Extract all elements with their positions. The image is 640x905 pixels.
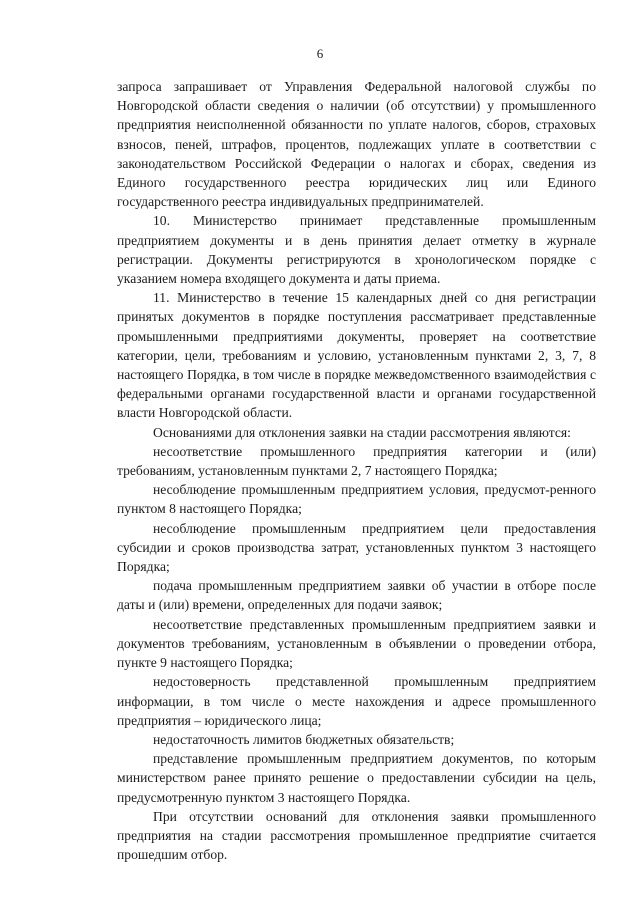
- paragraph-ground-budget-limits: недостаточность лимитов бюджетных обязательств;: [153, 731, 455, 747]
- paragraph-ground-late-submission: подача промышленным предприятием заявки об участии в отборе после даты и (или) времени, определенных для подачи заявок;: [117, 578, 596, 613]
- paragraph-rejection-grounds-intro: Основаниями для отклонения заявки на стадии рассмотрения являются:: [153, 424, 571, 440]
- paragraph-ground-category: несоответствие промышленного предприятия категории и (или) требованиям, установленным пунктами 2, 7 настоящего Порядка;: [117, 443, 596, 479]
- paragraph-ground-prior-decision: представление промышленным предприятием документов, по которым министерством ранее принято решение о предоставлении субсидии на цель, предусмотренную пунктом 3 настоящего Порядка.: [117, 751, 596, 805]
- paragraph-ground-condition: несоблюдение промышленным предприятием условия, предусмот-ренного пунктом 8 настоящего Порядка;: [117, 482, 596, 517]
- document-body: [117, 77, 596, 864]
- paragraph-continuation: запроса запрашивает от Управления Федеральной налоговой службы по Новгородской области сведения о наличии (об отсутствии) у промышленного предприятия неисполненной обязанности по уплате налогов, сборов, страховых взносов, пеней, штрафов, процентов, подлежащих уплате в соответствии с законодательством Российской Федерации о налогах и сборах, сведения из Единого государственного реестра юридических лиц или Единого государственного реестра индивидуальных предпринимателей.: [117, 79, 596, 210]
- paragraph-ground-false-information: недостоверность представленной промышленным предприятием информации, в том числе о месте нахождения и адресе промышленного предприятия – юридического лица;: [117, 674, 596, 728]
- paragraph-ground-purpose: несоблюдение промышленным предприятием цели предоставления субсидии и сроков производства затрат, установленных пунктом 3 настоящего Порядка;: [117, 520, 596, 575]
- page-number: 6: [316, 46, 324, 61]
- paragraph-ground-document-mismatch: несоответствие представленных промышленным предприятием заявки и документов требованиям, установленным в объявлении о проведении отбора, пункте 9 настоящего Порядка;: [117, 616, 596, 671]
- paragraph-selection-passed: При отсутствии оснований для отклонения заявки промышленного предприятия на стадии рассмотрения промышленное предприятие считается прошедшим отбор.: [117, 808, 596, 863]
- paragraph-item-10: 10. Министерство принимает представленные промышленным предприятием документы и в день принятия делает отметку в журнале регистрации. Документы регистрируются в хронологическом порядке с указанием номера входящего документа и даты приема.: [117, 213, 596, 287]
- paragraph-item-11: 11. Министерство в течение 15 календарных дней со дня регистрации принятых документов в порядке поступления рассматривает представленные промышленными предприятиями документы, проверяет на соответствие категории, цели, требованиям и условию, установленным пунктами 2, 3, 7, 8 настоящего Порядка, в том числе в порядке межведомственного взаимодействия с федеральными органами государственной власти и органами государственной власти Новгородской области.: [117, 290, 596, 421]
